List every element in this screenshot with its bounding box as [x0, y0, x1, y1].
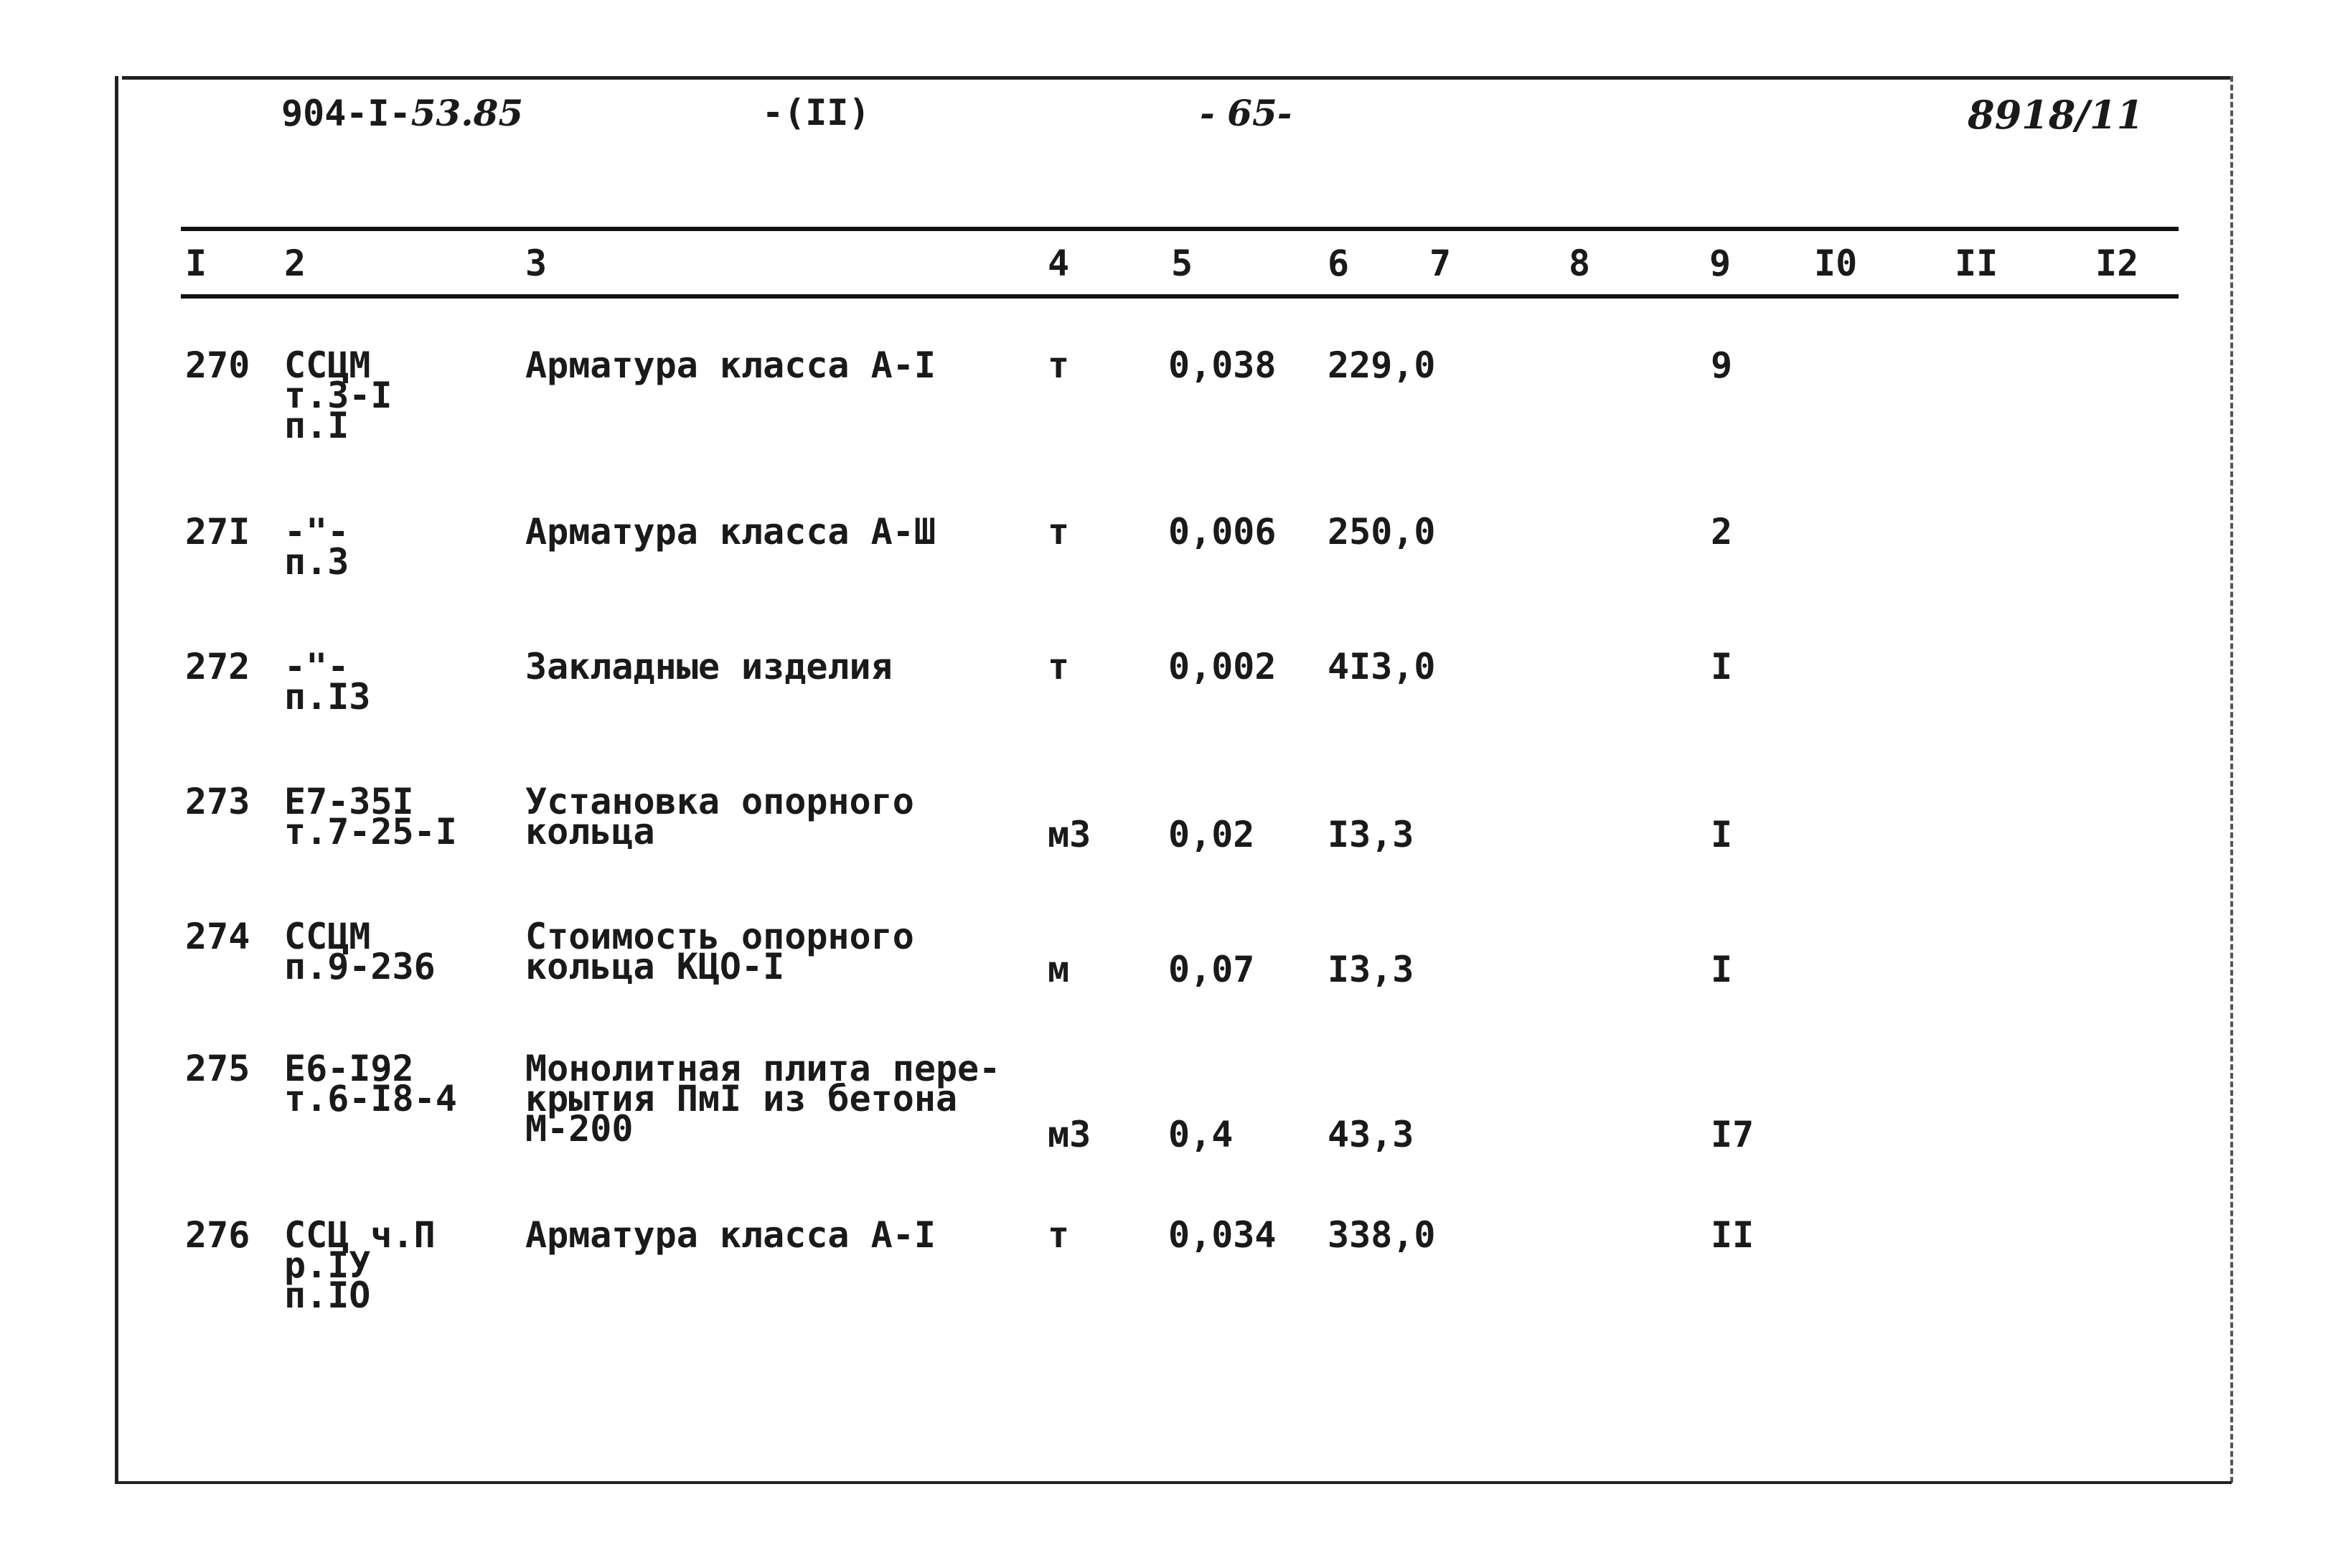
- row-col9: II: [1711, 1214, 1754, 1256]
- row-number: 273: [185, 781, 250, 822]
- row-unit: т: [1048, 646, 1070, 687]
- document-code-handwritten: 53.85: [410, 92, 524, 134]
- table-top-rule: [181, 227, 2179, 231]
- row-description: Арматура класса А-Ш: [525, 511, 936, 553]
- row-quantity: 0,034: [1168, 1214, 1277, 1256]
- row-reference: ССЦ ч.П р.IУ п.IО: [284, 1214, 436, 1316]
- row-number: 272: [185, 646, 250, 687]
- row-quantity: 0,07: [1168, 949, 1255, 990]
- row-unit: т: [1048, 344, 1070, 386]
- row-reference: Е6-I92 т.6-I8-4: [284, 1048, 457, 1119]
- row-description: Арматура класса А-I: [525, 1214, 936, 1256]
- row-unit: т: [1048, 511, 1070, 553]
- row-col9: 9: [1711, 344, 1733, 386]
- sheet-number: 8918/11: [1968, 92, 2144, 138]
- row-quantity: 0,038: [1168, 344, 1277, 386]
- row-quantity: 0,006: [1168, 511, 1277, 553]
- row-quantity: 0,02: [1168, 814, 1255, 855]
- row-reference: ССЦМ т.3-I п.I: [284, 344, 393, 446]
- row-price: 338,0: [1328, 1214, 1436, 1256]
- column-number: I: [185, 243, 207, 284]
- row-unit: м: [1048, 949, 1070, 990]
- column-number: 8: [1569, 243, 1591, 284]
- column-number: 7: [1429, 243, 1452, 284]
- frame-bottom-border: [115, 1481, 2232, 1484]
- column-number: I2: [2095, 243, 2139, 284]
- document-code: [281, 92, 523, 134]
- document-code-printed: 904-I-: [281, 93, 411, 134]
- row-reference: -"- п.I3: [284, 646, 371, 718]
- column-number: 6: [1328, 243, 1350, 284]
- column-number: 2: [284, 243, 306, 284]
- row-number: 275: [185, 1048, 250, 1089]
- column-number: 9: [1709, 243, 1732, 284]
- row-price: 229,0: [1328, 344, 1436, 386]
- column-number: 5: [1171, 243, 1193, 284]
- row-unit: м3: [1048, 814, 1091, 855]
- row-unit: м3: [1048, 1114, 1091, 1155]
- row-price: I3,3: [1328, 949, 1414, 990]
- row-price: 43,3: [1328, 1114, 1414, 1155]
- row-quantity: 0,4: [1168, 1114, 1234, 1155]
- row-col9: I: [1711, 814, 1733, 855]
- row-description: Стоимость опорного кольца КЦО-I: [525, 916, 914, 987]
- row-unit: т: [1048, 1214, 1070, 1256]
- section-number: -(II): [762, 92, 870, 133]
- row-quantity: 0,002: [1168, 646, 1277, 687]
- row-col9: I7: [1711, 1114, 1754, 1155]
- row-reference: Е7-35I т.7-25-I: [284, 781, 457, 853]
- row-description: Установка опорного кольца: [525, 781, 914, 853]
- row-reference: -"- п.3: [284, 511, 349, 583]
- frame-left-border: [115, 76, 118, 1483]
- row-number: 274: [185, 916, 250, 957]
- column-number: 3: [525, 243, 548, 284]
- row-price: I3,3: [1328, 814, 1414, 855]
- row-col9: I: [1711, 949, 1733, 990]
- row-number: 270: [185, 344, 250, 386]
- table-header-rule: [181, 294, 2179, 299]
- row-description: Закладные изделия: [525, 646, 893, 687]
- frame-right-border: [2230, 76, 2233, 1483]
- frame-top-border: [122, 76, 2232, 80]
- column-number: I0: [1814, 243, 1858, 284]
- row-reference: ССЦМ п.9-236: [284, 916, 436, 987]
- column-number: II: [1955, 243, 1998, 284]
- row-description: Монолитная плита пере- крытия ПмI из бетона М-200: [525, 1048, 1001, 1150]
- column-number: 4: [1048, 243, 1070, 284]
- row-col9: I: [1711, 646, 1733, 687]
- row-price: 250,0: [1328, 511, 1436, 553]
- row-description: Арматура класса А-I: [525, 344, 936, 386]
- row-price: 4I3,0: [1328, 646, 1436, 687]
- row-number: 27I: [185, 511, 250, 553]
- page-number: - 65-: [1200, 92, 1292, 134]
- row-col9: 2: [1711, 511, 1733, 553]
- row-number: 276: [185, 1214, 250, 1256]
